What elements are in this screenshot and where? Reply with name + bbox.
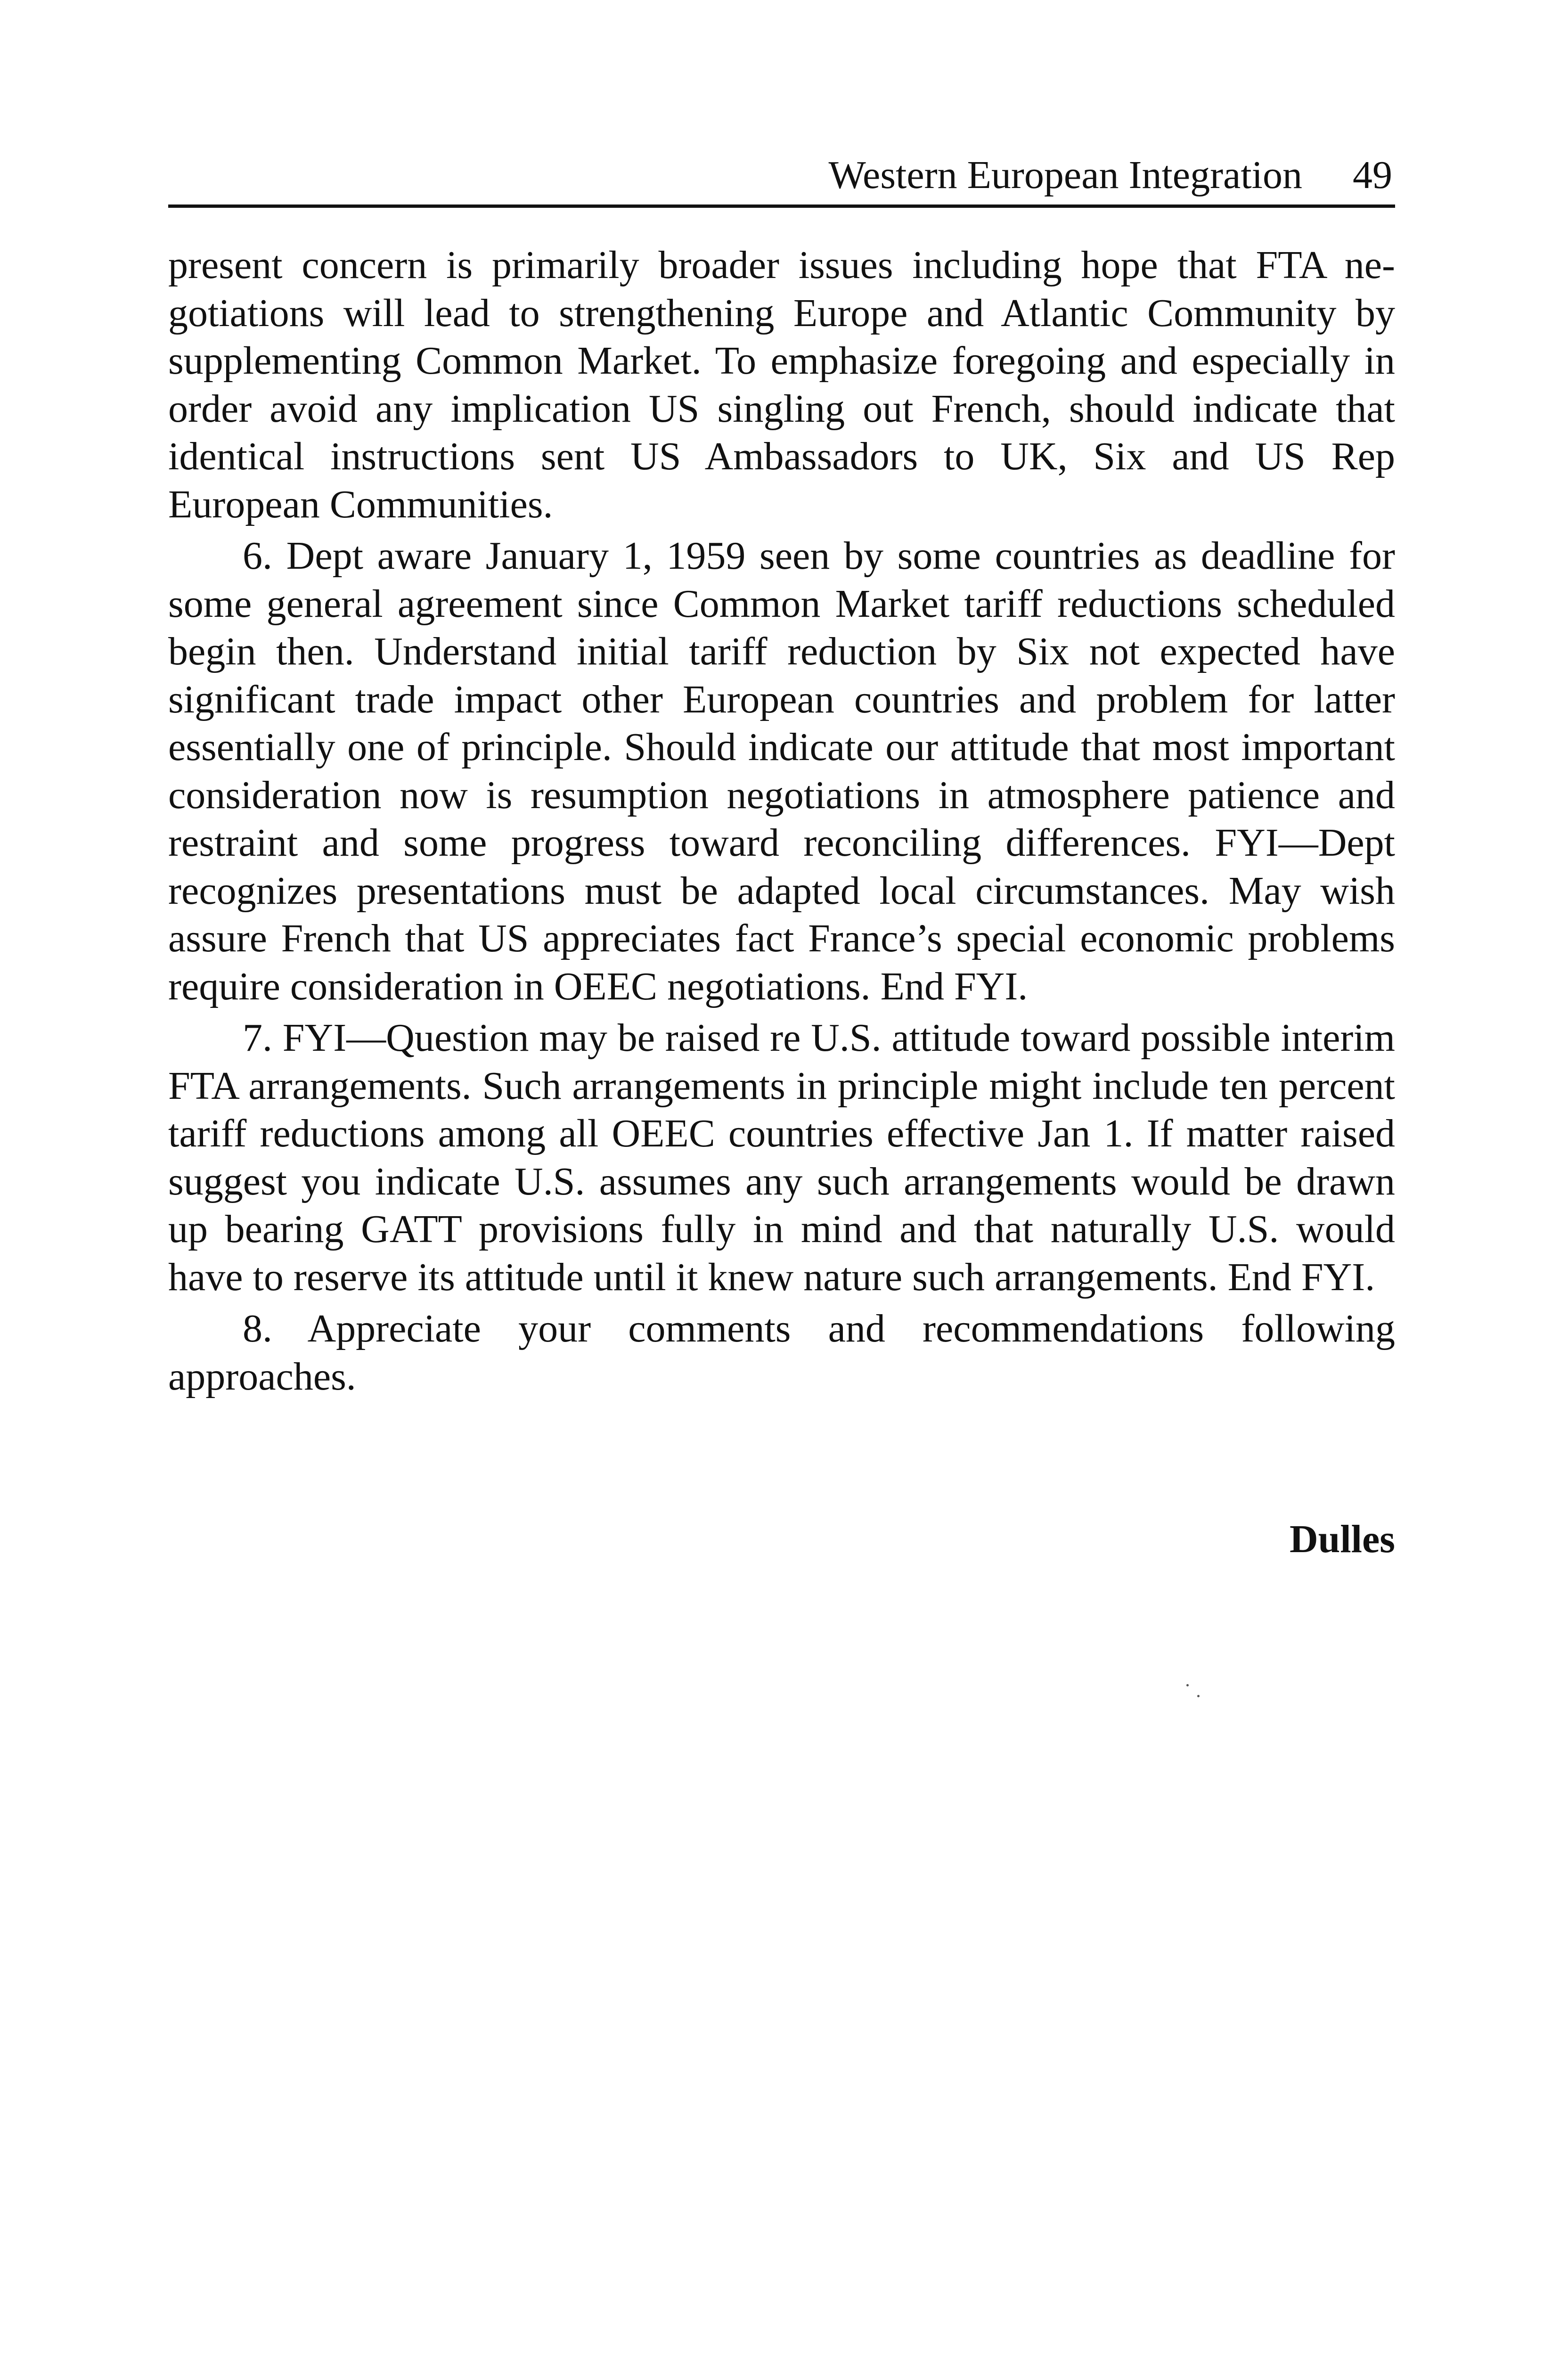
paragraph-7: 7. FYI—Question may be raised re U.S. attitude toward possible interim FTA arrangements. Such arrangements in principle might include ten percent tariff reductions among all OEEC countries effective Jan 1. If matter raised suggest you indicate U.S. assumes any such arrangements would be drawn up bearing GATT provisions fully in mind and that naturally U.S. would have to reserve its attitude until it knew nature such arrangements. End FYI. xyxy=(168,1016,1395,1299)
paragraph-6: 6. Dept aware January 1, 1959 seen by some countries as deadline for some general agreement since Common Market tariff reductions scheduled begin then. Understand initial tariff reduction by Six not expected have significant trade impact other European countries and problem for latter essentially one of principle. Should indicate our attitude that most important consideration now is resumption negotiations in atmosphere patience and restraint and some progress toward reconciling differences. FYI—Dept recognizes presentations must be adapted local circumstances. May wish assure French that US appreciates fact France’s special economic problems require consideration in OEEC negotiations. End FYI. xyxy=(168,534,1395,1008)
scan-speck xyxy=(1186,1684,1189,1686)
scan-speck xyxy=(1197,1695,1200,1697)
paragraph-continuation: present concern is primarily broader issues including hope that FTA negotiations will lead to strengthening Europe and Atlantic Community by supplementing Common Market. To emphasize foregoing and especially in order avoid any implication US singling out French, should indicate that identical instructions sent US Ambassadors to UK, Six and US Rep European Communities. xyxy=(168,243,1395,526)
document-body xyxy=(168,241,1395,1404)
page-number: 49 xyxy=(1353,153,1392,197)
running-header xyxy=(168,150,1395,208)
running-title: Western European Integration xyxy=(828,153,1302,197)
paragraph-8: 8. Appreciate your comments and recommendations following approaches. xyxy=(168,1307,1395,1399)
signature: Dulles xyxy=(1289,1517,1395,1561)
